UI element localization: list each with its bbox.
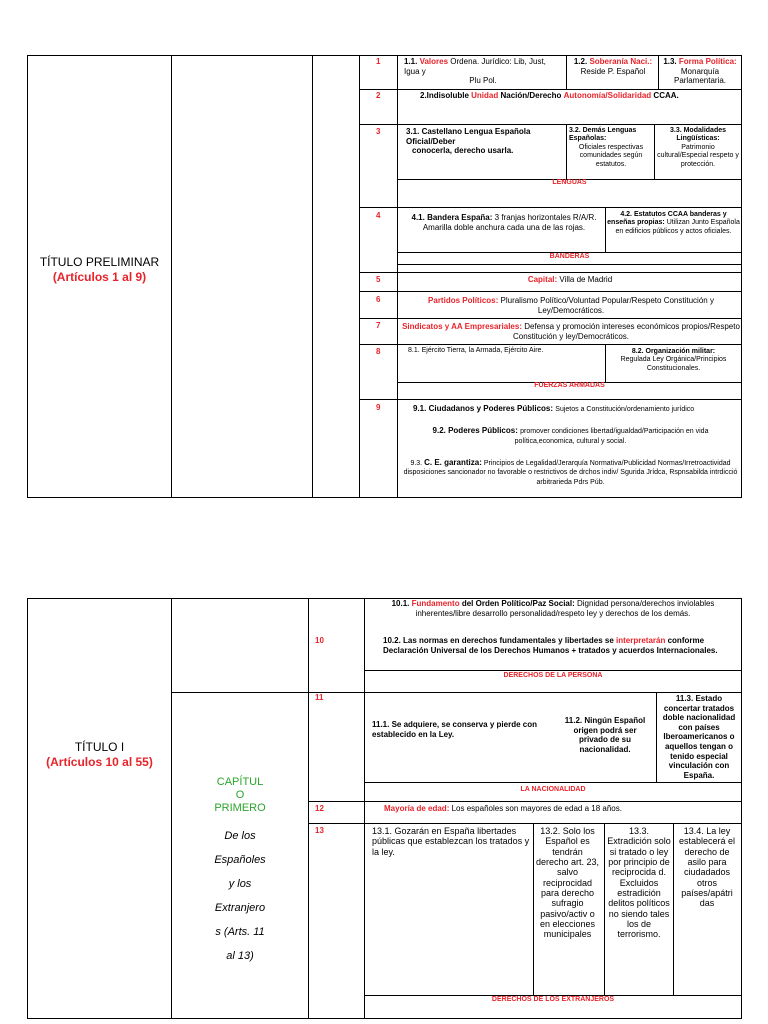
cell-divider [654, 124, 655, 180]
article-number: 1 [376, 57, 381, 66]
article-9-2: 9.2. Poderes Públicos: promover condiciones libertad/igualdad/Participación en vida política,economica, cultural y social. [432, 426, 709, 446]
article-3-2: 3.2. Demás Lenguas Españolas: Oficiales respectivas comunidades según estatutos. [569, 127, 644, 168]
table1-column-divider [171, 55, 172, 498]
row-divider [359, 207, 742, 208]
table2-column-divider [364, 598, 365, 1019]
article-4-2: 4.2. Estatutos CCAA banderas y enseñas propias: Utilizan Junto Española en edificios públicos y actos oficiales. [607, 211, 740, 235]
row-divider [359, 291, 742, 292]
section-label-lenguas: LENGUAS [552, 179, 587, 186]
row-divider [308, 823, 742, 824]
article-number: 10 [315, 636, 324, 645]
article-number: 8 [376, 347, 381, 356]
article-12: Mayoría de edad: Los españoles son mayores de edad a 18 años. [384, 804, 622, 813]
article-number: 5 [376, 275, 381, 284]
cell-divider [605, 344, 606, 383]
cell-divider [673, 823, 674, 995]
title-text: TÍTULO PRELIMINAR [39, 255, 160, 269]
article-number: 7 [376, 321, 381, 330]
article-13-3: 13.3. Extradición solo si tratado o ley por principio de reciprocida d. Excluidos estradición delitos políticos no siendo tales los de terrorismo. [607, 826, 671, 940]
article-number: 3 [376, 127, 381, 136]
article-1-2: 1.2. Soberanía Naci.: Reside P. Español [573, 57, 653, 76]
cell-divider [566, 55, 567, 90]
article-7: Sindicatos y AA Empresariales: Defensa y promoción intereses económicos propios/Respeto Constitución y ley/Democráticos. [402, 322, 740, 341]
subtitle-text: (Artículos 1 al 9) [52, 270, 147, 284]
cell-divider [533, 823, 534, 995]
row-divider [364, 782, 742, 783]
article-11-2: 11.2. Ningún Español origen podrá ser privado de su nacionalidad. [564, 716, 646, 754]
article-2: 2.Indisoluble Unidad Nación/Derecho Autonomía/Solidaridad CCAA. [420, 91, 679, 100]
article-13-2: 13.2. Solo los Español es tendrán derecho art. 23, salvo reciprocidad para derecho sufragio pasivo/activ o en elecciones municipales [535, 826, 600, 940]
article-number: 4 [376, 211, 381, 220]
article-13-1: 13.1. Gozarán en España libertades públicas que establezcan los tratados y la ley. [372, 826, 530, 857]
table1-column-divider [359, 55, 360, 498]
cell-divider [658, 55, 659, 90]
chapter-title: CAPÍTUL O PRIMERO [214, 776, 266, 815]
article-number: 2 [376, 91, 381, 100]
title-text: TÍTULO I [74, 740, 125, 754]
article-number: 11 [315, 693, 324, 702]
article-9-1: 9.1. Ciudadanos y Poderes Públicos: Sujetos a Constitución/ordenamiento jurídico [413, 404, 695, 413]
row-divider [359, 89, 742, 90]
row-divider [359, 399, 742, 400]
row-divider [359, 318, 742, 319]
table1-column-divider [397, 55, 398, 498]
article-number: 9 [376, 403, 381, 412]
cell-divider [605, 207, 606, 252]
article-13-4: 13.4. La ley establecerá el derecho de asilo para ciudadados otros países/apátri das [678, 826, 736, 909]
section-label-extranjeros: DERECHOS DE LOS EXTRANJEROS [491, 996, 615, 1003]
article-11-3: 11.3. Estado concertar tratados doble nacionalidad con países Iberoamericanos o aquellos tengan o tenido especial vinculación con España. [662, 694, 736, 780]
article-number: 6 [376, 295, 381, 304]
table2-column-divider [308, 598, 309, 1019]
table1-column-divider [312, 55, 313, 498]
cell-divider [566, 124, 567, 180]
row-divider [397, 264, 742, 265]
article-10-2: 10.2. Las normas en derechos fundamentales y libertades se interpretarán conforme Declaración Universal de los Derechos Humanos + tratados y acuerdos Internacionales. [383, 636, 718, 655]
article-9-3: 9.3. C. E. garantiza: Principios de Legalidad/Jerarquía Normativa/Publicidad Normas/Irretroactividad disposiciones sancionador no favorable o restrictivos de drchos indiv/ Sgurida Jrídca, Rspnsabilda intrdicció arbitrarieda Pdrs Púb. [403, 458, 738, 486]
table1-title [28, 255, 171, 285]
section-label-fuerzas-armadas: FUERZAS ARMADAS [534, 382, 605, 389]
table2-title [28, 740, 171, 770]
row-divider [359, 344, 742, 345]
chapter-description: De los Españoles y los Extranjero s (Arts. 11 al 13) [214, 830, 266, 962]
article-1-3: 1.3. Forma Política: Monarquía Parlamentaria. [663, 57, 737, 86]
article-8-1: 8.1. Ejército Tierra, la Armada, Ejército Aire. [408, 347, 544, 354]
row-divider [359, 272, 742, 273]
article-10-1: 10.1. Fundamento del Orden Político/Paz Social: Dignidad persona/derechos inviolables inherentes/libre desarrollo personalidad/respeto ley y derechos de los demás. [391, 599, 715, 618]
section-label-banderas: BANDERAS [549, 253, 590, 260]
row-divider [359, 124, 742, 125]
article-4-1: 4.1. Bandera España: 3 franjas horizontales R/A/R. Amarilla doble anchura cada una de las rojas. [411, 213, 597, 232]
section-label-nacionalidad: LA NACIONALIDAD [520, 786, 586, 793]
row-divider [364, 670, 742, 671]
cell-divider [604, 823, 605, 995]
article-8-2: 8.2. Organización militar: Regulada Ley Orgánica/Principios Constitucionales. [620, 348, 727, 372]
article-11-1: 11.1. Se adquiere, se conserva y pierde con establecido en la Ley. [372, 720, 537, 739]
article-3-1: 3.1. Castellano Lengua Española Oficial/Deber conocerla, derecho usarla. [406, 127, 531, 156]
subtitle-text: (Artículos 10 al 55) [46, 755, 153, 769]
article-5: Capital: Villa de Madrid [527, 275, 613, 284]
section-label-derechos-persona: DERECHOS DE LA PERSONA [503, 672, 603, 679]
article-number: 12 [315, 804, 324, 813]
article-3-3: 3.3. Modalidades Lingüísticas: Patrimonio cultural/Especial respeto y protección. [657, 127, 739, 168]
article-1-1: 1.1. Valores Ordena. Jurídico: Lib, Just, Igua y Plu Pol. [404, 57, 546, 86]
row-divider [308, 801, 742, 802]
article-6: Partidos Políticos: Pluralismo Político/Voluntad Popular/Respeto Constitución y Ley/Democráticos. [428, 296, 714, 315]
cell-divider [656, 692, 657, 782]
article-number: 13 [315, 826, 324, 835]
